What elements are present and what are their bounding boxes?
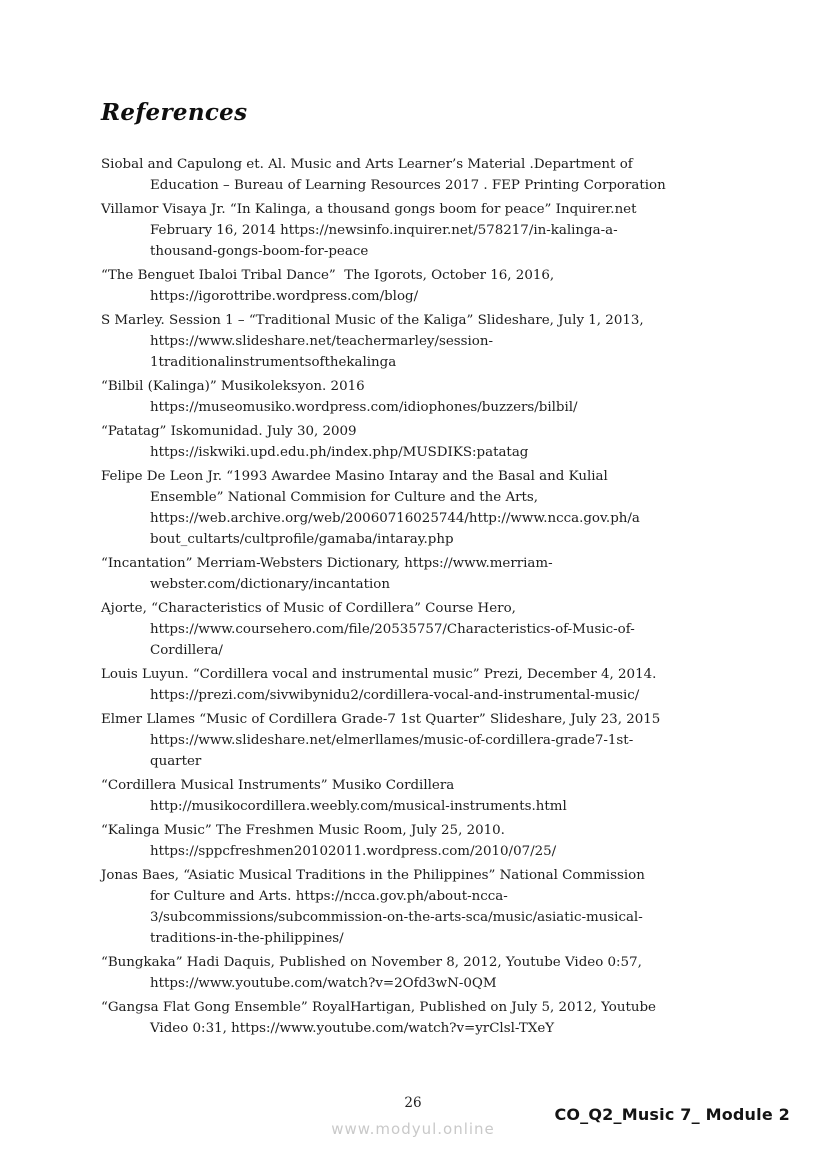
references-list (101, 154, 766, 1042)
reference-line: https://www.slideshare.net/elmerllames/music-of-cordillera-grade7-1st- (150, 733, 634, 748)
reference-entry (101, 598, 766, 661)
reference-entry (101, 265, 766, 307)
reference-line: https://prezi.com/sivwibynidu2/cordillera-vocal-and-instrumental-music/ (150, 688, 640, 703)
reference-line: “Bungkaka” Hadi Daquis, Published on November 8, 2012, Youtube Video 0:57, (101, 955, 642, 970)
reference-entry (101, 154, 766, 196)
reference-entry (101, 199, 766, 262)
reference-line: https://museomusiko.wordpress.com/idiophones/buzzers/bilbil/ (150, 400, 578, 415)
reference-entry (101, 664, 766, 706)
reference-line: Felipe De Leon Jr. “1993 Awardee Masino Intaray and the Basal and Kulial (101, 469, 608, 484)
reference-entry (101, 421, 766, 463)
reference-line: “The Benguet Ibaloi Tribal Dance” The Igorots, October 16, 2016, (101, 268, 555, 283)
reference-line: “Kalinga Music” The Freshmen Music Room, July 25, 2010. (101, 823, 505, 838)
reference-line: February 16, 2014 https://newsinfo.inquirer.net/578217/in-kalinga-a- (150, 223, 618, 238)
reference-line: Ensemble” National Commision for Culture and the Arts, (150, 490, 539, 505)
reference-line: https://igorottribe.wordpress.com/blog/ (150, 289, 419, 304)
reference-entry (101, 865, 766, 949)
reference-line: traditions-in-the-philippines/ (150, 931, 344, 946)
reference-entry (101, 775, 766, 817)
reference-line: Elmer Llames “Music of Cordillera Grade-7 1st Quarter” Slideshare, July 23, 2015 (101, 712, 661, 727)
reference-entry (101, 709, 766, 772)
reference-line: S Marley. Session 1 – “Traditional Music of the Kaliga” Slideshare, July 1, 2013, (101, 313, 644, 328)
reference-line: Louis Luyun. “Cordillera vocal and instrumental music” Prezi, December 4, 2014. (101, 667, 657, 682)
reference-entry (101, 376, 766, 418)
reference-line: webster.com/dictionary/incantation (150, 577, 390, 592)
reference-line: thousand-gongs-boom-for-peace (150, 244, 369, 259)
reference-line: 3/subcommissions/subcommission-on-the-arts-sca/music/asiatic-musical- (150, 910, 643, 925)
reference-line: “Gangsa Flat Gong Ensemble” RoyalHartigan, Published on July 5, 2012, Youtube (101, 1000, 656, 1015)
reference-line: “Bilbil (Kalinga)” Musikoleksyon. 2016 (101, 379, 365, 394)
reference-line: https://iskwiki.upd.edu.ph/index.php/MUSDIKS:patatag (150, 445, 529, 460)
reference-entry (101, 997, 766, 1039)
reference-line: “Patatag” Iskomunidad. July 30, 2009 (101, 424, 357, 439)
reference-entry (101, 466, 766, 550)
reference-line: https://www.coursehero.com/file/20535757/Characteristics-of-Music-of- (150, 622, 635, 637)
reference-line: Cordillera/ (150, 643, 223, 658)
reference-line: “Cordillera Musical Instruments” Musiko Cordillera (101, 778, 455, 793)
page-number: 26 (404, 1095, 422, 1111)
reference-line: quarter (150, 754, 202, 769)
reference-line: bout_cultarts/cultprofile/gamaba/intaray.php (150, 532, 454, 547)
reference-line: “Incantation” Merriam-Websters Dictionary, https://www.merriam- (101, 556, 553, 571)
reference-line: https://web.archive.org/web/20060716025744/http://www.ncca.gov.ph/a (150, 511, 640, 526)
reference-entry (101, 310, 766, 373)
reference-line: https://www.youtube.com/watch?v=2Ofd3wN-0QM (150, 976, 497, 991)
reference-line: 1traditionalinstrumentsofthekalinga (150, 355, 397, 370)
reference-entry (101, 952, 766, 994)
reference-entry (101, 820, 766, 862)
page-title: References (101, 99, 248, 126)
watermark-text: www.modyul.online (331, 1120, 495, 1138)
reference-line: Video 0:31, https://www.youtube.com/watch?v=yrClsl-TXeY (150, 1021, 555, 1036)
reference-line: Jonas Baes, “Asiatic Musical Traditions in the Philippines” National Commission (101, 868, 645, 883)
reference-line: http://musikocordillera.weebly.com/musical-instruments.html (150, 799, 567, 814)
reference-line: Ajorte, “Characteristics of Music of Cordillera” Course Hero, (101, 601, 516, 616)
reference-line: https://sppcfreshmen20102011.wordpress.com/2010/07/25/ (150, 844, 557, 859)
reference-line: Education – Bureau of Learning Resources 2017 . FEP Printing Corporation (150, 178, 666, 193)
module-label: CO_Q2_Music 7_ Module 2 (554, 1105, 790, 1124)
reference-line: for Culture and Arts. https://ncca.gov.ph/about-ncca- (150, 889, 508, 904)
reference-line: https://www.slideshare.net/teachermarley/session- (150, 334, 493, 349)
reference-line: Villamor Visaya Jr. “In Kalinga, a thousand gongs boom for peace” Inquirer.net (101, 202, 637, 217)
reference-line: Siobal and Capulong et. Al. Music and Arts Learner’s Material .Department of (101, 157, 633, 172)
reference-entry (101, 553, 766, 595)
